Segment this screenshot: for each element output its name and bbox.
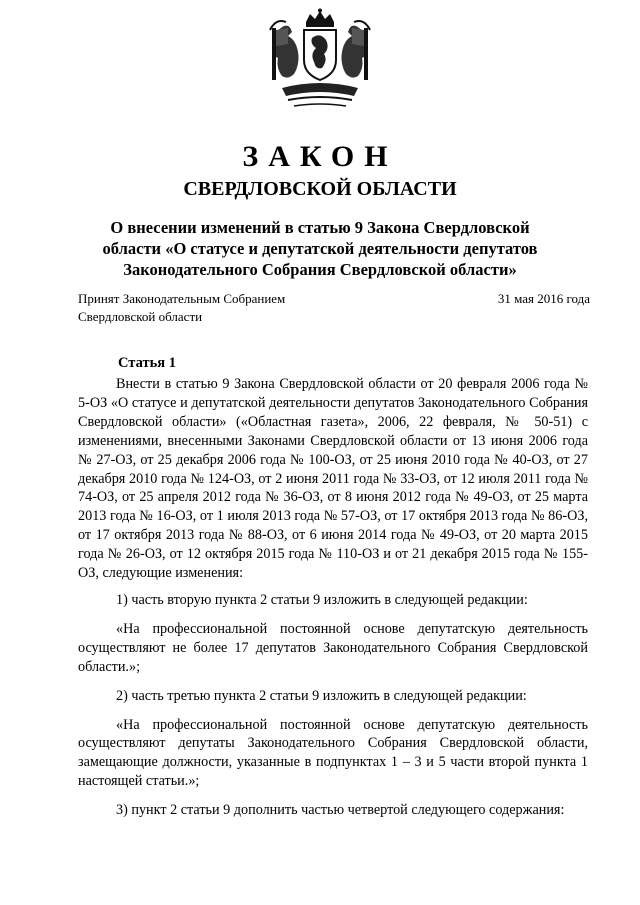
adopted-by-line-2: Свердловской области [78, 309, 203, 324]
adopted-by-line-1: Принят Законодательным Собранием [78, 291, 286, 306]
article-paragraph: 2) часть третью пункта 2 статьи 9 изложить в следующей редакции: [116, 687, 527, 704]
adopted-by-text [78, 290, 285, 326]
law-subject-title: О внесении изменений в статью 9 Закона Свердловской области «О статусе и депутатской деятельности депутатов Законодательного Собрания Свердловской области» [102, 218, 538, 279]
article-paragraph: 3) пункт 2 статьи 9 дополнить частью четвертой следующего содержания: [116, 802, 565, 819]
article-body [78, 375, 588, 830]
coat-of-arms-emblem [268, 8, 372, 114]
article-title: Статья 1 [118, 355, 176, 371]
article-paragraph: Внести в статью 9 Закона Свердловской области от 20 февраля 2006 года № 5-ОЗ «О статусе и депутатской деятельности депутатов Законодательного Собрания Свердловской области» («Областная газета», 2006, 22 февраля, № 50-51) с изменениями, внесенными Законами Свердловской области от 13 июня 2006 года № 27-ОЗ, от 25 декабря 2006 года № 100-ОЗ, от 25 июня 2010 года № 40-ОЗ, от 27 декабря 2010 года № 124-ОЗ, от 2 июня 2011 года № 33-ОЗ, от 12 июля 2011 года № 74-ОЗ, от 25 апреля 2012 года № 36-ОЗ, от 8 июня 2012 года № 49-ОЗ, от 25 марта 2013 года № 16-ОЗ, от 1 июля 2013 года № 57-ОЗ, от 17 октября 2013 года № 86-ОЗ, от 17 октября 2013 года № 88-ОЗ, от 6 июня 2014 года № 49-ОЗ, от 20 марта 2015 года № 26-ОЗ, от 12 октября 2015 года № 110-ОЗ и от 21 декабря 2015 года № 155-ОЗ, следующие изменения: [78, 376, 588, 582]
region-title: СВЕРДЛОВСКОЙ ОБЛАСТИ [183, 178, 457, 200]
article-paragraph: «На профессиональной постоянной основе депутатскую деятельность осуществляют депутаты Законодательного Собрания Свердловской области, замещающие должности, указанные в подпунктах 1 – 3 и 5 части второй пункта 1 настоящей статьи.»; [78, 716, 588, 790]
adoption-date: 31 мая 2016 года [497, 291, 590, 306]
article-paragraph: «На профессиональной постоянной основе депутатскую деятельность осуществляют не более 17 депутатов Законодательного Собрания Свердловской области.»; [78, 620, 588, 675]
article-paragraph: 1) часть вторую пункта 2 статьи 9 изложить в следующей редакции: [116, 591, 528, 608]
document-type-title: ЗАКОН [242, 140, 398, 173]
